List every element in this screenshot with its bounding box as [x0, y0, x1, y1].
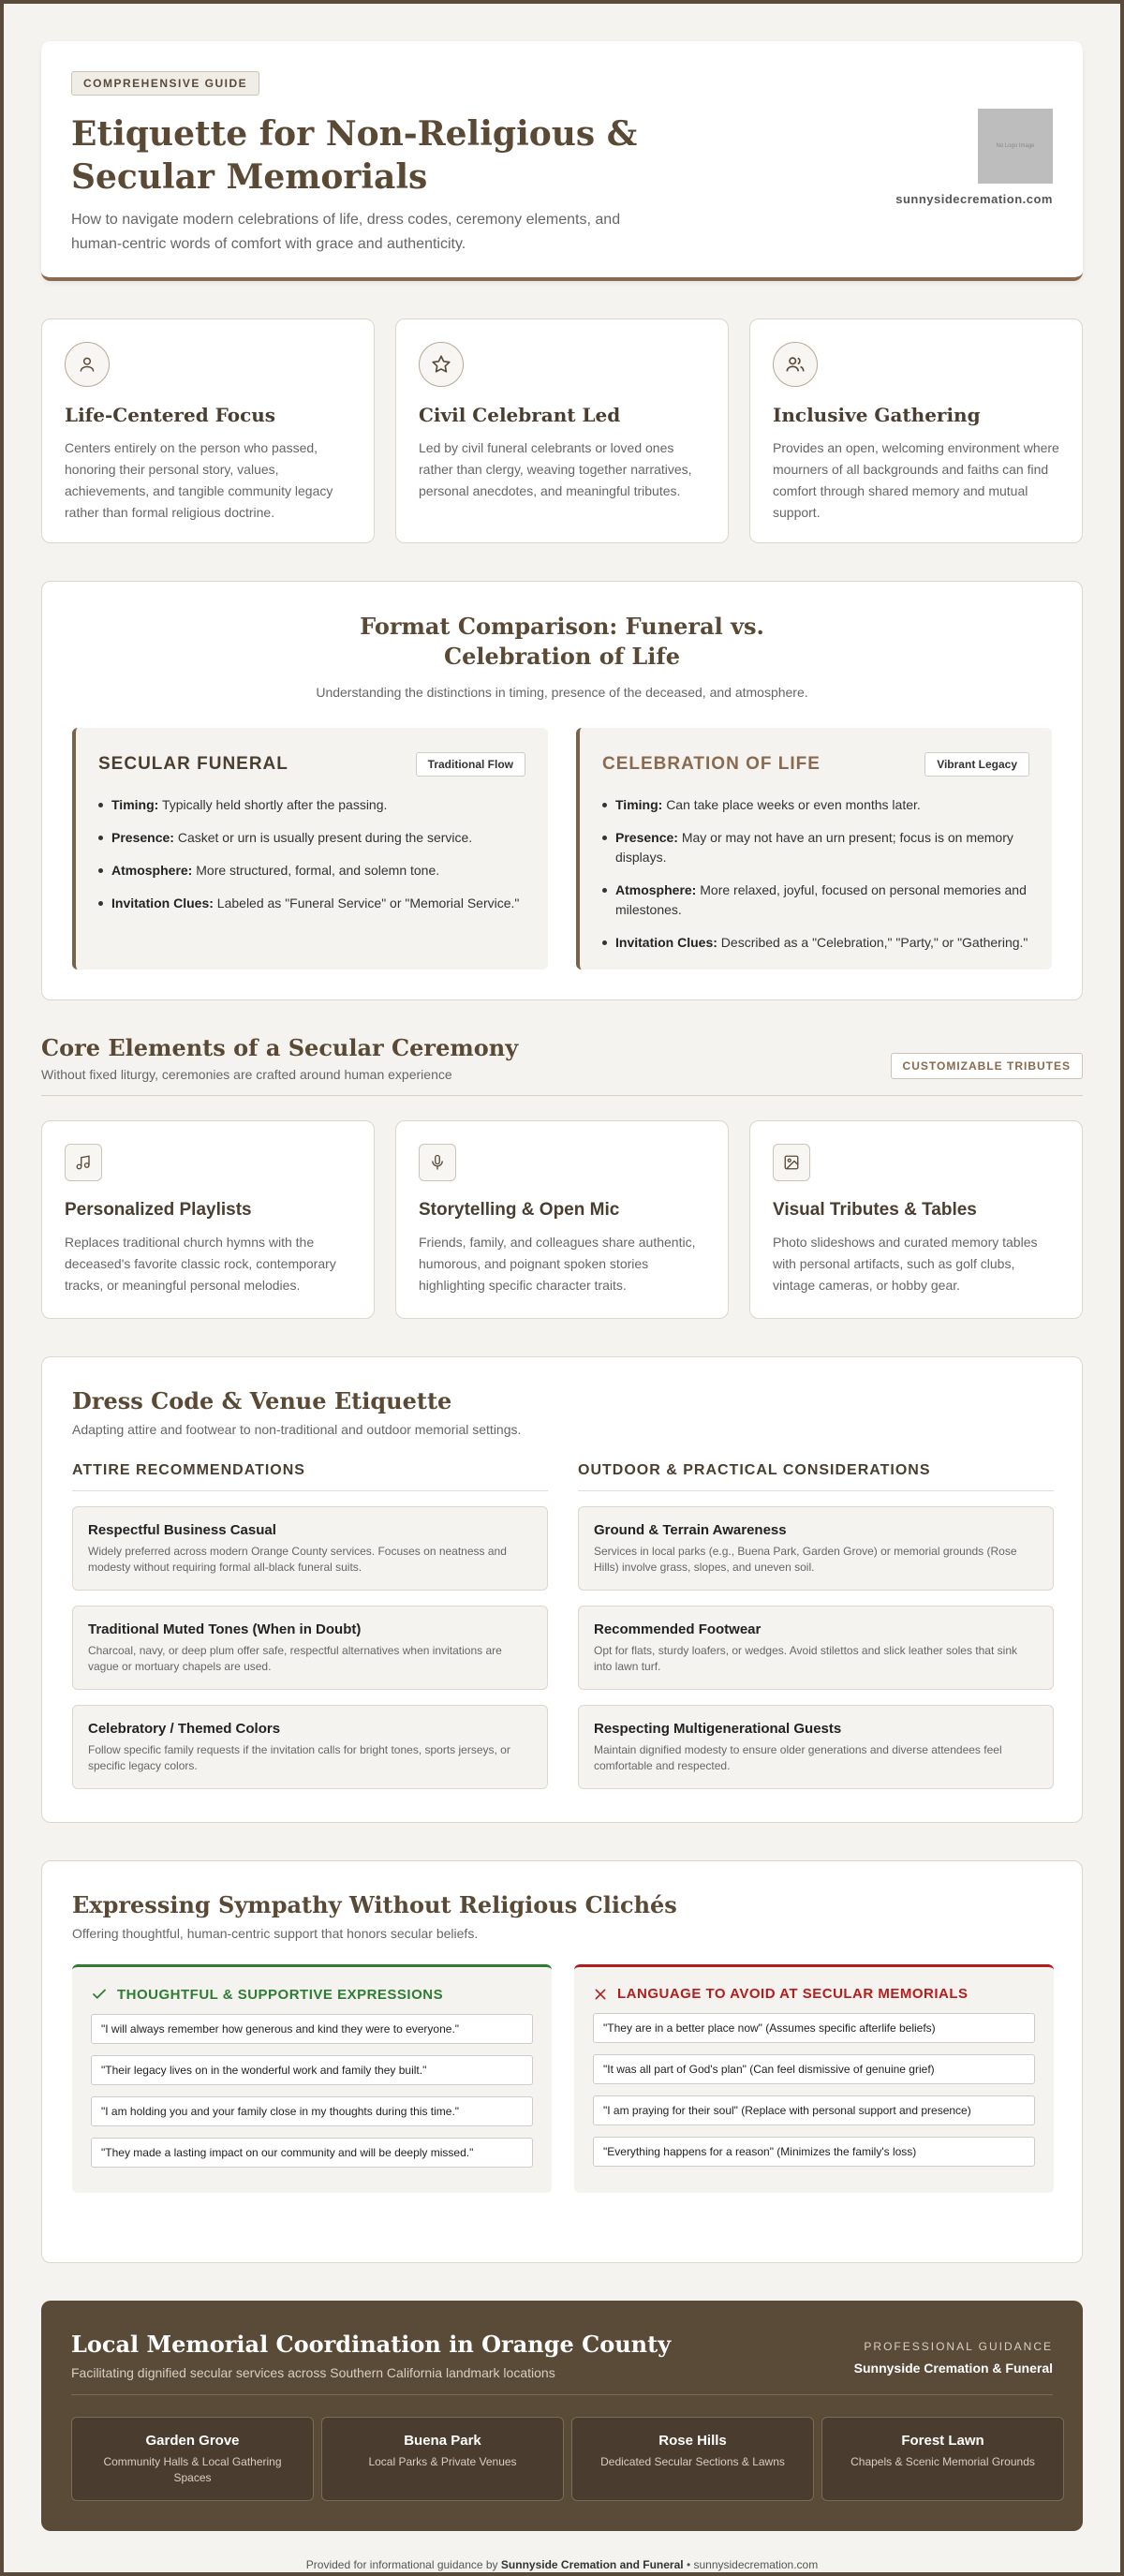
panel-title: SECULAR FUNERAL [98, 754, 288, 774]
dress-subtitle: Adapting attire and footwear to non-traditional and outdoor memorial settings. [72, 1422, 522, 1437]
dress-item-title: Respecting Multigenerational Guests [594, 1721, 842, 1737]
celebration-of-life-panel [576, 728, 1052, 970]
panel-title: CELEBRATION OF LIFE [602, 754, 821, 774]
location-name: Buena Park [404, 2433, 481, 2449]
list-item [98, 894, 525, 913]
footer-prefix: Provided for informational guidance by [305, 2558, 498, 2571]
feature-cards [41, 318, 1083, 543]
item-label: Atmosphere: [111, 863, 193, 878]
dress-item [578, 1705, 1054, 1789]
image-icon [773, 1144, 810, 1181]
feature-title: Inclusive Gathering [773, 404, 981, 426]
item-text: Casket or urn is usually present during the service. [177, 830, 473, 845]
list-item [602, 828, 1029, 867]
panel-title: LANGUAGE TO AVOID AT SECULAR MEMORIALS [617, 1986, 969, 2002]
language-to-avoid-panel [574, 1964, 1054, 2193]
secular-funeral-panel [72, 728, 548, 970]
page-footer [41, 2558, 1083, 2571]
star-icon [419, 342, 464, 387]
location-card-forest-lawn [821, 2417, 1064, 2501]
outdoor-column [578, 1462, 1054, 1789]
page-title: Etiquette for Non-Religious & Secular Memorials [71, 114, 638, 197]
dress-item [72, 1506, 548, 1591]
comparison-title: Format Comparison: Funeral vs. Celebration of Life [360, 613, 764, 670]
item-text: May or may not have an urn present; focus is on memory displays. [615, 830, 1013, 865]
attire-column [72, 1462, 548, 1789]
item-label: Invitation Clues: [615, 935, 717, 950]
feature-title: Civil Celebrant Led [419, 404, 621, 426]
guidance-kicker: PROFESSIONAL GUIDANCE [864, 2340, 1053, 2353]
phrase-item: "It was all part of God's plan" (Can feel dismissive of genuine grief) [593, 2054, 1035, 2084]
feature-text: Led by civil funeral celebrants or loved ones rather than clergy, weaving together narratives, personal anecdotes, and meaningful tributes. [419, 440, 692, 498]
dress-item-text: Services in local parks (e.g., Buena Park, Garden Grove) or memorial grounds (Rose Hills) involve grass, slopes, and uneven soil. [594, 1545, 1017, 1574]
dress-item [72, 1606, 548, 1690]
sympathy-subtitle: Offering thoughtful, human-centric support that honors secular beliefs. [72, 1926, 479, 1941]
item-text: Described as a "Celebration," "Party," or "Gathering." [720, 935, 1028, 950]
format-comparison [41, 581, 1083, 1000]
dress-item [72, 1705, 548, 1789]
feature-title: Life-Centered Focus [65, 404, 276, 426]
item-label: Timing: [111, 797, 159, 812]
location-desc: Chapels & Scenic Memorial Grounds [850, 2455, 1035, 2468]
dress-item-text: Opt for flats, sturdy loafers, or wedges. Avoid stilettos and slick leather soles that sink into lawn turf. [594, 1644, 1017, 1673]
local-coordination-section [41, 2301, 1083, 2531]
feature-card-inclusive [749, 318, 1083, 543]
feature-card-celebrant [395, 318, 729, 543]
location-card-garden-grove [71, 2417, 314, 2501]
panel-header [91, 1986, 533, 2003]
phrase-item: "I will always remember how generous and kind they were to everyone." [91, 2014, 533, 2044]
feature-text: Centers entirely on the person who passed, honoring their personal story, values, achievements, and tangible community legacy rather than formal religious doctrine. [65, 440, 333, 520]
item-label: Presence: [111, 830, 174, 845]
people-icon [773, 342, 818, 387]
panel-tag: Traditional Flow [416, 752, 525, 777]
item-label: Presence: [615, 830, 678, 845]
dress-item-text: Widely preferred across modern Orange County services. Focuses on neatness and modesty without requiring formal all-black funeral suits. [88, 1545, 507, 1574]
core-elements-header [41, 1034, 1083, 1096]
list-item [602, 933, 1029, 953]
dress-item-text: Charcoal, navy, or deep plum offer safe, respectful alternatives when invitations are vague or mortuary chapels are used. [88, 1644, 502, 1673]
footer-brand: Sunnyside Cremation and Funeral [500, 2558, 684, 2571]
phrase-item: "They made a lasting impact on our community and will be deeply missed." [91, 2138, 533, 2168]
core-card-storytelling [395, 1120, 729, 1319]
panel-title: THOUGHTFUL & SUPPORTIVE EXPRESSIONS [117, 1986, 444, 2003]
logo-placeholder-text: No Logo Image [996, 143, 1035, 149]
core-card-title: Storytelling & Open Mic [419, 1200, 620, 1220]
guide-badge: COMPREHENSIVE GUIDE [71, 71, 259, 96]
location-desc: Community Halls & Local Gathering Spaces [103, 2455, 282, 2484]
dress-item-text: Maintain dignified modesty to ensure older generations and diverse attendees feel comfortable and respected. [594, 1743, 1002, 1772]
dress-item-text: Follow specific family requests if the invitation calls for bright tones, sports jerseys, or specific legacy colors. [88, 1743, 510, 1772]
core-card-text: Replaces traditional church hymns with the deceased's favorite classic rock, contemporary tracks, or meaningful personal melodies. [65, 1235, 336, 1293]
location-card-rose-hills [571, 2417, 814, 2501]
sympathy-title: Expressing Sympathy Without Religious Clichés [72, 1891, 677, 1918]
phrase-item: "Their legacy lives on in the wonderful work and family they built." [91, 2055, 533, 2085]
phrase-item: "They are in a better place now" (Assumes specific afterlife beliefs) [593, 2013, 1035, 2043]
core-card-text: Photo slideshows and curated memory tables with personal artifacts, such as golf clubs, vintage cameras, or hobby gear. [773, 1235, 1038, 1293]
hero-header [41, 41, 1083, 281]
dress-item-title: Recommended Footwear [594, 1621, 762, 1637]
location-card-buena-park [321, 2417, 564, 2501]
close-icon [593, 1987, 608, 2002]
person-icon [65, 342, 110, 387]
list-item [98, 828, 525, 848]
item-label: Timing: [615, 797, 663, 812]
core-card-playlists [41, 1120, 375, 1319]
logo-placeholder [978, 109, 1053, 184]
item-label: Invitation Clues: [111, 896, 214, 910]
check-icon [91, 1986, 108, 2003]
item-text: More relaxed, joyful, focused on personal memories and milestones. [615, 882, 1027, 917]
location-name: Rose Hills [658, 2433, 727, 2449]
supportive-expressions-panel [72, 1964, 552, 2193]
core-card-visual-tributes [749, 1120, 1083, 1319]
location-name: Forest Lawn [901, 2433, 984, 2449]
phrase-item: "I am praying for their soul" (Replace with personal support and presence) [593, 2095, 1035, 2125]
location-name: Garden Grove [145, 2433, 240, 2449]
dress-item [578, 1506, 1054, 1591]
local-subtitle: Facilitating dignified secular services across Southern California landmark locations [71, 2365, 555, 2380]
panel-header [593, 1986, 1035, 2002]
list-item [602, 881, 1029, 920]
local-title: Local Memorial Coordination in Orange County [71, 2331, 672, 2358]
microphone-icon [419, 1144, 456, 1181]
page-subtitle: How to navigate modern celebrations of life, dress codes, ceremony elements, and human-centric words of comfort with grace and authenticity. [71, 212, 621, 252]
feature-card-life-centered [41, 318, 375, 543]
column-title: OUTDOOR & PRACTICAL CONSIDERATIONS [578, 1462, 1054, 1491]
dress-item [578, 1606, 1054, 1690]
guidance-brand: Sunnyside Cremation & Funeral [853, 2361, 1053, 2376]
dress-code-section [41, 1356, 1083, 1823]
comparison-subtitle: Understanding the distinctions in timing, presence of the deceased, and atmosphere. [316, 685, 808, 700]
page-content [41, 41, 1083, 2571]
item-text: Typically held shortly after the passing. [161, 797, 388, 812]
location-desc: Dedicated Secular Sections & Lawns [600, 2455, 785, 2468]
phrase-item: "Everything happens for a reason" (Minimizes the family's loss) [593, 2137, 1035, 2167]
list-item [98, 795, 525, 815]
divider [71, 2394, 1053, 2395]
core-card-title: Visual Tributes & Tables [773, 1200, 977, 1220]
core-card-title: Personalized Playlists [65, 1200, 252, 1220]
customizable-tributes-tag: CUSTOMIZABLE TRIBUTES [891, 1053, 1083, 1079]
phrase-item: "I am holding you and your family close in my thoughts during this time." [91, 2096, 533, 2126]
dress-item-title: Celebratory / Themed Colors [88, 1721, 281, 1737]
panel-tag: Vibrant Legacy [924, 752, 1029, 777]
footer-link[interactable]: • sunnysidecremation.com [686, 2558, 819, 2571]
core-title: Core Elements of a Secular Ceremony [41, 1034, 519, 1061]
site-domain[interactable]: sunnysidecremation.com [895, 192, 1053, 206]
music-note-icon [65, 1144, 102, 1181]
list-item [602, 795, 1029, 815]
professional-guidance [854, 2340, 1053, 2376]
dress-title: Dress Code & Venue Etiquette [72, 1387, 452, 1414]
core-card-text: Friends, family, and colleagues share authentic, humorous, and poignant spoken stories highlighting specific character traits. [419, 1235, 696, 1293]
dress-item-title: Traditional Muted Tones (When in Doubt) [88, 1621, 362, 1637]
list-item [98, 861, 525, 881]
dress-item-title: Ground & Terrain Awareness [594, 1522, 787, 1538]
item-text: Labeled as "Funeral Service" or "Memorial Service." [216, 896, 520, 910]
sympathy-section [41, 1860, 1083, 2263]
item-text: More structured, formal, and solemn tone. [196, 863, 440, 878]
dress-item-title: Respectful Business Casual [88, 1522, 276, 1538]
core-element-cards [41, 1120, 1083, 1319]
feature-text: Provides an open, welcoming environment where mourners of all backgrounds and faiths can find comfort through shared memory and mutual support. [773, 440, 1059, 520]
location-desc: Local Parks & Private Venues [368, 2455, 517, 2468]
item-label: Atmosphere: [615, 882, 697, 897]
core-subtitle: Without fixed liturgy, ceremonies are crafted around human experience [41, 1067, 452, 1082]
item-text: Can take place weeks or even months later. [666, 797, 921, 812]
column-title: ATTIRE RECOMMENDATIONS [72, 1462, 548, 1491]
